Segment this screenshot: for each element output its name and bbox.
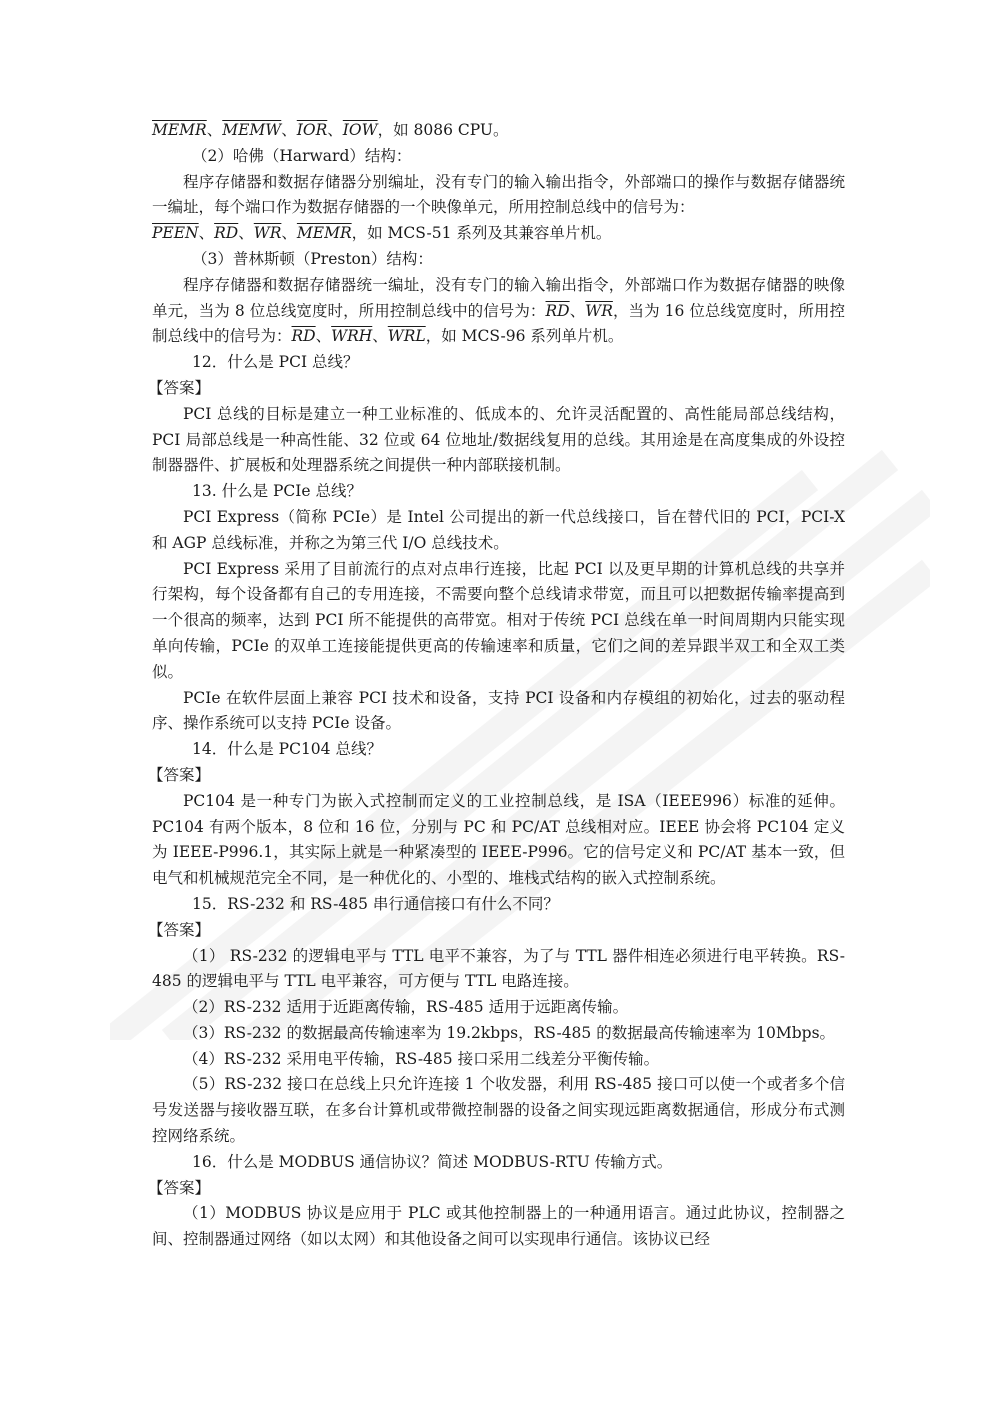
answer-16-item-1: （1）MODBUS 协议是应用于 PLC 或其他控制器上的一种通用语言。通过此协议，控制器之间、控制器通过网络（如以太网）和其他设备之间可以实现串行通信。该协议已经 xyxy=(152,1204,845,1249)
answer-14: PC104 是一种专门为嵌入式控制而定义的工业控制总线，是 ISA（IEEE996）标准的延伸。PC104 有两个版本，8 位和 16 位，分别与 PC 和 PC/AT 总线相对应。IEEE 协会将 PC104 定义为 IEEE-P996.1，其实际上就是一种紧凑型的 IEEE-P996。它的信号定义和 PC/AT 基本一致，但电气和机械规范完全不同，是一种优化的、小型的、堆栈式结构的嵌入式控制系统。 xyxy=(152,791,845,888)
paragraph-preston xyxy=(152,273,845,350)
answer-tag-12: 【答案】 xyxy=(148,378,211,397)
answer-15-item-2: （2）RS-232 适用于近距离传输，RS-485 适用于远距离传输。 xyxy=(183,998,629,1017)
signal-wr: $\overline{WR}$ xyxy=(253,224,282,243)
line-tail: ，如 MCS-51 系列及其兼容单片机。 xyxy=(351,224,612,243)
signal-memr: MEMR xyxy=(296,224,352,243)
separator: 、 xyxy=(238,224,254,243)
signal-iow: $\overline{IOW}$ xyxy=(342,121,378,139)
answer-tag-14: 【答案】 xyxy=(148,765,211,784)
answer-tag-16: 【答案】 xyxy=(148,1178,211,1197)
answer-12: PCI 总线的目标是建立一种工业标准的、低成本的、允许灵活配置的、高性能局部总线结构，PCI 局部总线是一种高性能、32 位或 64 位地址/数据线复用的总线。其用途是在高度集成的外设控制器器件、扩展板和处理器系统之间提供一种内部联接机制。 xyxy=(152,404,845,475)
separator: 、 xyxy=(281,121,297,139)
document-page xyxy=(148,118,845,1253)
signal-wr: $\overline{WR}$ xyxy=(585,301,613,320)
signal-wrl: $\overline{WRL}$ xyxy=(387,327,426,346)
answer-15-item-4: （4）RS-232 采用电平传输，RS-485 接口采用二线差分平衡传输。 xyxy=(183,1049,660,1068)
signal-ior: $\overline{IOR}$ xyxy=(296,121,328,139)
paragraph-text: 程序存储器和数据存储器统一编址，没有专门的输入输出指令，外部端口作为数据存储器的映像单元，当为 8 位总线宽度时，所用控制总线中的信号为： xyxy=(152,275,845,320)
signal-memw: MEMW xyxy=(222,121,282,139)
paragraph-text: 程序存储器和数据存储器分别编址，没有专门的输入输出指令，外部端口的操作与数据存储器统一编址，每个端口作为数据存储器的一个映像单元，所用控制总线中的信号为： xyxy=(152,172,845,217)
separator: 、 xyxy=(198,224,215,243)
answer-15-item-1: （1） RS-232 的逻辑电平与 TTL 电平不兼容，为了与 TTL 器件相连必须进行电平转换。RS-485 的逻辑电平与 TTL 电平兼容，可方便与 TTL 电路连接。 xyxy=(152,946,845,991)
line-tail: ，如 8086 CPU。 xyxy=(377,121,509,139)
signal-rd: $\overline{RD}$ xyxy=(214,224,239,243)
signal-peen: PEEN xyxy=(152,224,199,243)
separator: 、 xyxy=(281,224,297,243)
separator: 、 xyxy=(315,327,332,346)
line-8086-signals xyxy=(152,118,845,144)
answer-tag-15: 【答案】 xyxy=(148,920,211,939)
paragraph-text: ，当为 16 位总线宽度时，所用控制总线中的信号为： xyxy=(152,301,845,346)
answer-13-paragraph-3: PCIe 在软件层面上兼容 PCI 技术和设备，支持 PCI 设备和内存模组的初始化，过去的驱动程序、操作系统可以支持 PCIe 设备。 xyxy=(152,688,845,733)
question-13: 13. 什么是 PCIe 总线？ xyxy=(192,482,363,501)
separator: 、 xyxy=(327,121,343,139)
separator: 、 xyxy=(372,327,388,346)
answer-15-item-3: （3）RS-232 的数据最高传输速率为 19.2kbps，RS-485 的数据最高传输速率为 10Mbps。 xyxy=(183,1023,836,1042)
question-14: 14．什么是 PC104 总线？ xyxy=(192,740,382,759)
separator: 、 xyxy=(569,301,586,320)
question-12: 12．什么是 PCI 总线？ xyxy=(192,353,359,372)
answer-13-paragraph-2: PCI Express 采用了目前流行的点对点串行连接，比起 PCI 以及更早期的计算机总线的共享并行架构，每个设备都有自己的专用连接，不需要向整个总线请求带宽，而且可以把数据传输率提高到一个很高的频率，达到 PCI 所不能提供的高带宽。相对于传统 PCI 总线在单一时间周期内只能实现单向传输，PCIe 的双单工连接能提供更高的传输速率和质量，它们之间的差异跟半双工和全双工类似。 xyxy=(152,559,845,681)
answer-13-paragraph-1: PCI Express（简称 PCIe）是 Intel 公司提出的新一代总线接口，旨在替代旧的 PCI，PCI-X 和 AGP 总线标准，并称之为第三代 I/O 总线技术。 xyxy=(152,507,845,552)
signal-wrh: $\overline{WRH}$ xyxy=(331,327,373,346)
question-15: 15．RS-232 和 RS-485 串行通信接口有什么不同？ xyxy=(192,894,559,913)
separator: 、 xyxy=(206,121,223,139)
question-16: 16．什么是 MODBUS 通信协议？简述 MODBUS-RTU 传输方式。 xyxy=(192,1152,673,1171)
signal-memr: MEMR xyxy=(152,121,207,139)
signal-rd: $\overline{RD}$ xyxy=(291,327,316,346)
heading-harvard: （2）哈佛（Harward）结构： xyxy=(192,146,412,165)
heading-preston: （3）普林斯顿（Preston）结构： xyxy=(192,249,433,268)
paragraph-harvard xyxy=(152,170,845,247)
signal-rd: $\overline{RD}$ xyxy=(545,301,570,320)
answer-15-item-5: （5）RS-232 接口在总线上只允许连接 1 个收发器，利用 RS-485 接口可以使一个或者多个信号发送器与接收器互联，在多台计算机或带微控制器的设备之间实现远距离数据通信，形成分布式测控网络系统。 xyxy=(152,1075,845,1146)
line-tail: ，如 MCS-96 系列单片机。 xyxy=(425,327,624,346)
